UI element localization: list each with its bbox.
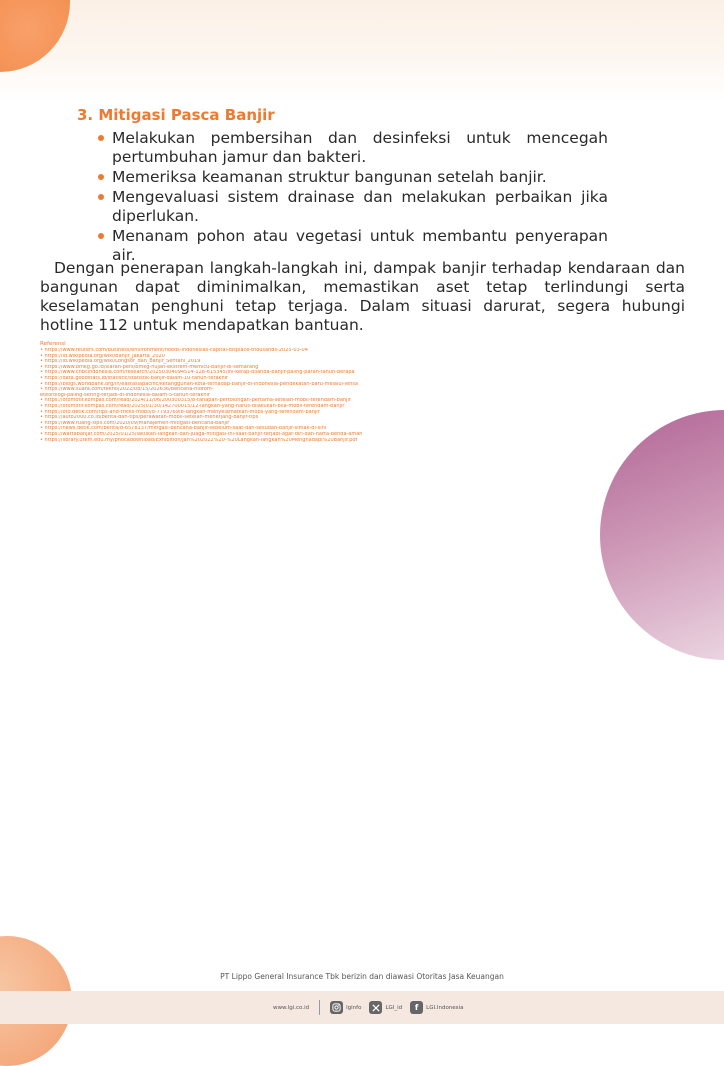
reference-link[interactable]: • https://id.wikipedia.org/wiki/Banjir_Jakarta_2020: [40, 353, 165, 359]
references-title: Referensi: [40, 341, 66, 347]
reference-link[interactable]: • https://otomotif.kompas.com/read/2024/11/06/200300315/8-tahapan-pertolongan-pertama-setelah-mobil-terendam-banjir: [40, 398, 351, 404]
instagram-link[interactable]: [330, 1001, 361, 1014]
decorative-circle-right: [600, 410, 724, 660]
bullet-dot-icon: [98, 174, 104, 180]
bullet-dot-icon: [98, 135, 104, 141]
reference-link[interactable]: • https://www.bmkg.go.id/siaran-pers/bmkg-hujan-ekstrem-memicu-banjir-di-semarang: [40, 364, 259, 370]
x-handle: LGI_id: [385, 1004, 403, 1011]
x-link[interactable]: [369, 1001, 402, 1014]
facebook-icon: f: [410, 1001, 423, 1014]
instagram-handle: lginfo: [346, 1004, 362, 1011]
reference-link[interactable]: • https://id.wikipedia.org/wiki/Longsor_dan_banjir_Sentani_2019: [40, 359, 201, 365]
header-band: [0, 0, 724, 100]
list-item-text: Memeriksa keamanan struktur bangunan setelah banjir.: [112, 168, 547, 186]
footer-bar: [0, 991, 724, 1024]
reference-link[interactable]: • https://auto2000.co.id/berita-dan-tips/perawatan-mobil-setelah-menerjang-banjir-tips: [40, 415, 259, 421]
reference-link[interactable]: • https://library.utem.edu.my/phocadownload/Exhibition/Jan%202022%20-%20Langkah-langkah%20Menghadapi%20Banjir.pdf: [40, 437, 358, 443]
regulatory-notice: PT Lippo General Insurance Tbk berizin dan diawasi Otoritas Jasa Keuangan: [220, 972, 504, 981]
website-link[interactable]: www.lgi.co.id: [273, 1004, 310, 1011]
footer-links: [273, 991, 471, 1024]
mitigation-list: [96, 129, 608, 266]
list-item: [96, 129, 608, 167]
references: [40, 341, 460, 443]
list-item-text: Melakukan pembersihan dan desinfeksi untuk mencegah pertumbuhan jamur dan bakteri.: [112, 129, 608, 166]
section-heading: 3. Mitigasi Pasca Banjir: [77, 106, 275, 124]
facebook-link[interactable]: [410, 1001, 463, 1014]
closing-paragraph: Dengan penerapan langkah-langkah ini, dampak banjir terhadap kendaraan dan bangunan dapat diminimalkan, memastikan aset tetap terlindungi serta keselamatan penghuni tetap terjaga. Dalam situasi darurat, segera hubungi hotline 112 untuk mendapatkan bantuan.: [40, 259, 685, 334]
footer-divider: [319, 1000, 320, 1015]
reference-link[interactable]: • https://data.goodstats.id/statistic/statistik-banjir-dalam-10-tahun-terakhir: [40, 375, 229, 381]
reference-link[interactable]: • https://www.ruang-sipil.com/2020/09/manajemen-mitigasi-bencana-banjir: [40, 420, 230, 426]
facebook-handle: LGI.Indonesia: [426, 1004, 464, 1011]
reference-link[interactable]: • https://www.cnbcindonesia.com/research/20250304094514-128-615345/ini-kerap-dilanda-banjir-paling-parah-tahun-berapa: [40, 370, 355, 376]
reference-link[interactable]: • https://blogs.worldbank.org/in/eastasiapacific/ketangguhan-kota-terhadap-banjir-di-indonesia-pendekatan-baru-melalui-lensa: [40, 381, 359, 387]
list-item-text: Menanam pohon atau vegetasi untuk membantu penyerapan air.: [112, 227, 608, 264]
list-item-text: Mengevaluasi sistem drainase dan melakukan perbaikan jika diperlukan.: [112, 188, 608, 225]
reference-link[interactable]: • https://news.detik.com/berita/d-6578137/mitigasi-bencana-banjir-sebelum-saat-dan-sesudah-banjir-simak-di-sini: [40, 426, 327, 432]
x-icon: [369, 1001, 382, 1014]
bullet-dot-icon: [98, 233, 104, 239]
reference-link[interactable]: eteorologi-paling-sering-terjadi-di-indonesia-dalam-5-tahun-terakhir: [40, 392, 210, 398]
reference-link[interactable]: • https://oto.detik.com/tips-and-tricks-mobil/d-7793769/8-langkah-menyelamatkan-mobil-yang-terendam-banjir: [40, 409, 320, 415]
instagram-icon: [330, 1001, 343, 1014]
reference-link[interactable]: • https://otomotif.kompas.com/read/2025/01/30/142700015/12-langkah-yang-harus-dilakukan-bila-mobil-terendam-banjir: [40, 403, 345, 409]
bullet-dot-icon: [98, 194, 104, 200]
reference-link[interactable]: • https://wartabanjar.com/2025/01/25/lakukan-langkah-dan-juaga-mitigasi-ini-saat-banjir-terjadi-agar-diri-dan-harta-benda-aman: [40, 431, 363, 437]
list-item: [96, 168, 608, 187]
list-item: [96, 188, 608, 226]
reference-link[interactable]: • https://www.reuters.com/business/environment/floods-indonesias-capital-displace-thousands-2025-03-04: [40, 348, 308, 353]
reference-link[interactable]: • https://www.suara.com/tekno/2022/08/15/202636/bencana-hidrom-: [40, 387, 214, 393]
